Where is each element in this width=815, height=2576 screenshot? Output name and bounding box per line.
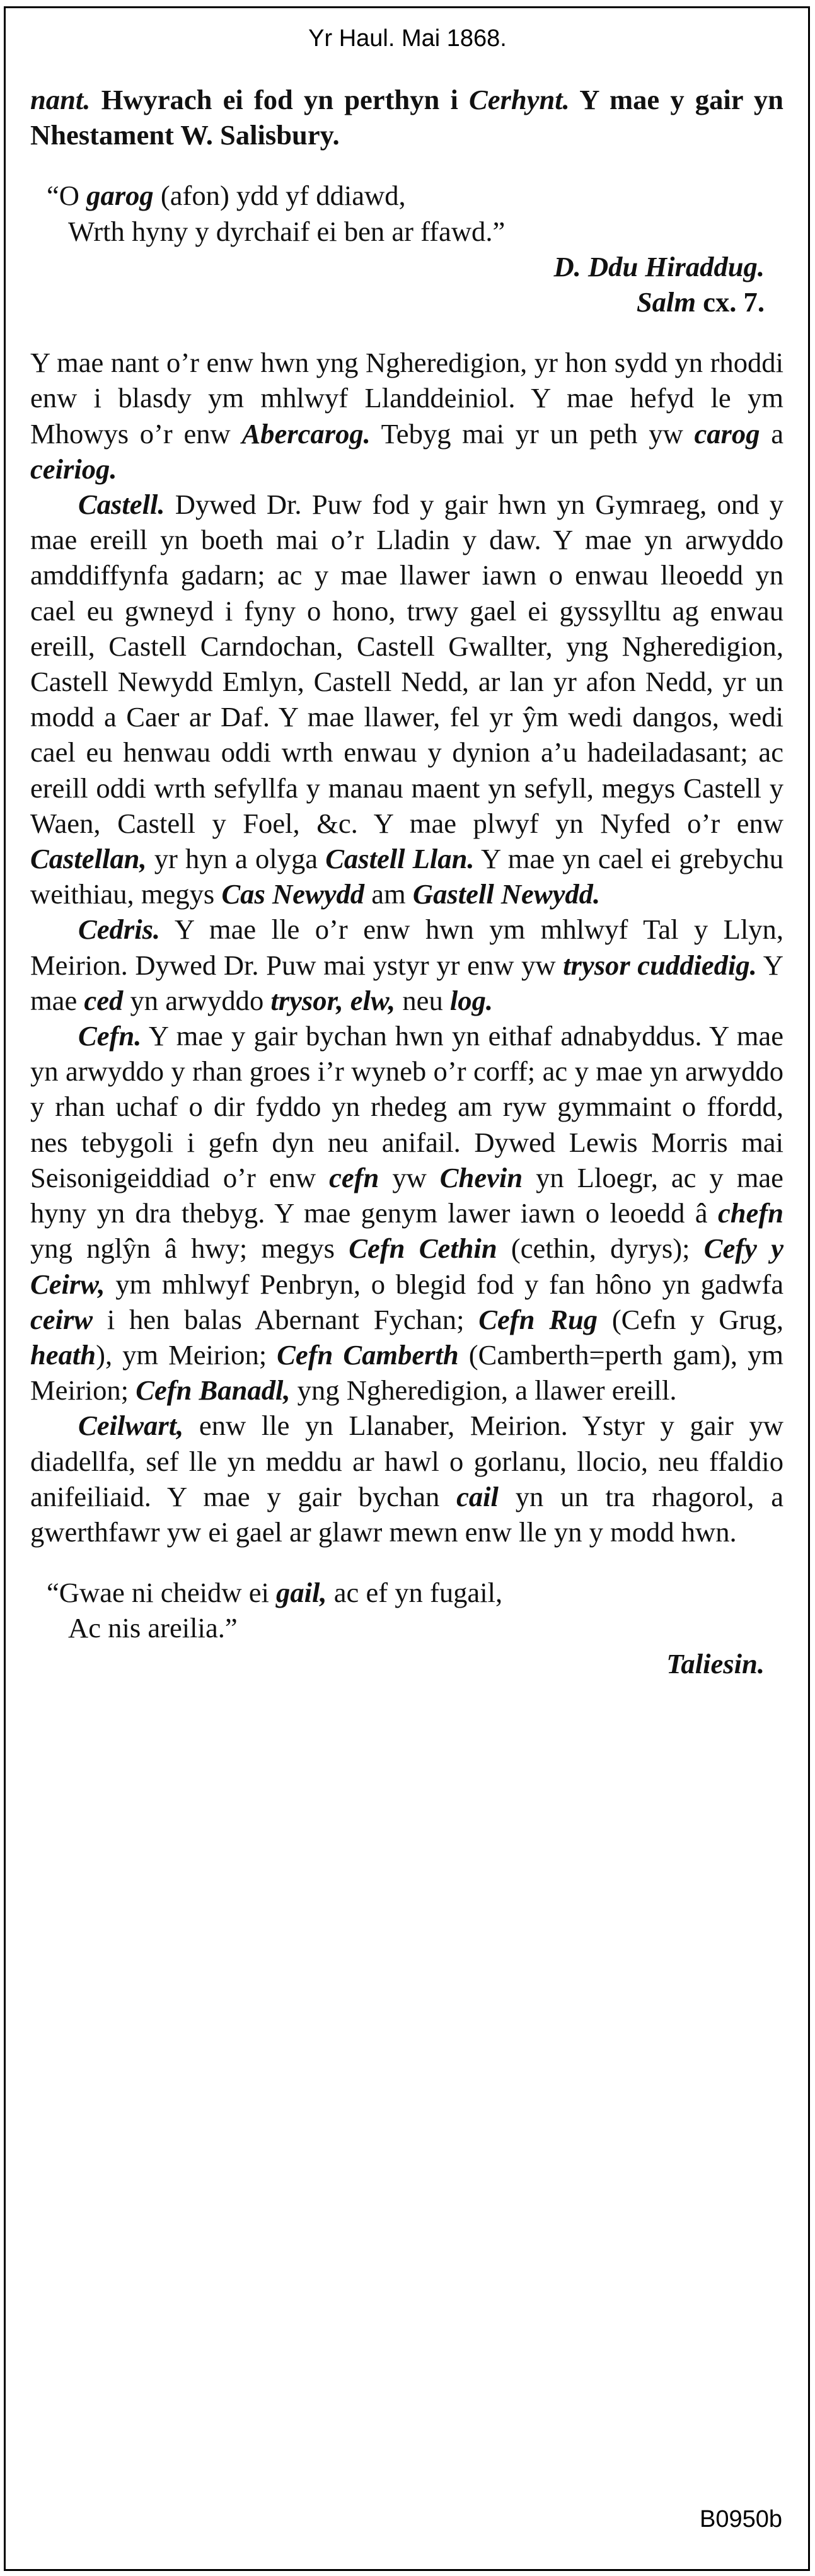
intro-paragraph: nant. Hwyrach ei fod yn perthyn i Cerhynt. Y mae y gair yn Nhestament W. Salisbury.: [30, 84, 783, 151]
paragraph-ceilwart: Ceilwart, enw lle yn Llanaber, Meirion. Ystyr y gair yw diadellfa, sef lle yn meddu ar hawl o gorlanu, llocio, neu ffaldio anifeiliaid. Y mae y gair bychan cail yn un tra rhagorol, a gwerthfawr yw ei gael ar glawr mewn enw lle yn y modd hwn.: [30, 1410, 784, 1548]
document-code: B0950b: [699, 2506, 782, 2532]
article-body: [30, 82, 783, 1681]
entry-term-cedris: Cedris.: [78, 914, 161, 946]
poem-attribution: D. Ddu Hiraddug.: [553, 250, 765, 282]
paragraph-cefn: Cefn. Y mae y gair bychan hwn yn eithaf adnabyddus. Y mae yn arwyddo y rhan groes i’r wyneb o’r corff; ac y mae yn arwyddo y rhan uchaf o dir fyddo yn rhedeg am ryw gymmaint o ffordd, nes tebygoli i gefn dyn neu anifail. Dywed Lewis Morris mai Seisonigeiddiad o’r enw cefn yw Chevin yn Lloegr, ac y mae hyny yn dra thebyg. Y mae genym lawer iawn o leoedd â chefn yng nglŷn â hwy; megys Cefn Cethin (cethin, dyrys); Cefy y Ceirw, ym mhlwyf Penbryn, o blegid fod y fan hôno yn gadwfa ceirw i hen balas Abernant Fychan; Cefn Rug (Cefn y Grug, heath), ym Meirion; Cefn Camberth (Camberth=perth gam), ym Meirion; Cefn Banadl, yng Ngheredigion, a llawer ereill.: [30, 1020, 784, 1407]
paragraph-nant: Y mae nant o’r enw hwn yng Ngheredigion, yr hon sydd yn rhoddi enw i blasdy ym mhlwyf Llanddeiniol. Y mae hefyd le ym Mhowys o’r enw Abercarog. Tebyg mai yr un peth yw carog a ceiriog.: [30, 347, 783, 485]
entry-term-ceilwart: Ceilwart,: [78, 1410, 184, 1442]
paragraph-cedris: Cedris. Y mae lle o’r enw hwn ym mhlwyf Tal y Llyn, Meirion. Dywed Dr. Puw mai ystyr yr enw yw trysor cuddiedig. Y mae ced yn arwyddo trysor, elw, neu log.: [30, 914, 783, 1016]
paragraph-castell: Castell. Dywed Dr. Puw fod y gair hwn yn Gymraeg, ond y mae ereill yn boeth mai o’r Lladin y daw. Y mae yn arwyddo amddiffynfa gadarn; ac y mae llawer iawn o enwau lleoedd yn cael eu gwneyd i fyny o hono, trwy gael ei gyssylltu ag enwau ereill, Castell Carndochan, Castell Gwallter, yng Ngheredigion, Castell Newydd Emlyn, Castell Nedd, ar lan yr afon Nedd, yr un modd a Caer ar Daf. Y mae llawer, fel yr ŷm wedi dangos, wedi cael eu henwau oddi wrth enwau y dynion a’u hadeiladasant; ac ereill oddi wrth sefyllfa y manau maent yn sefyll, megys Castell y Waen, Castell y Foel, &c. Y mae plwyf yn Nyfed o’r enw Castellan, yr hyn a olyga Castell Llan. Y mae yn cael ei grebychu weithiau, megys Cas Newydd am Gastell Newydd.: [30, 489, 783, 910]
poem-quote-1: “O garog (afon) ydd yf ddiawd, Wrth hyny y dyrchaif ei ben ar ffawd.” D. Ddu Hiraddug. Salm cx. 7.: [47, 178, 783, 320]
page-header: Yr Haul. Mai 1868.: [308, 25, 507, 52]
entry-term-castell: Castell.: [78, 489, 165, 521]
poem-quote-2: “Gwae ni cheidw ei gail, ac ef yn fugail, Ac nis areilia.” Taliesin.: [47, 1575, 783, 1681]
entry-term-cefn: Cefn.: [78, 1020, 142, 1052]
poem-attribution: Taliesin.: [666, 1647, 765, 1680]
poem-reference: Salm cx. 7.: [636, 286, 765, 318]
